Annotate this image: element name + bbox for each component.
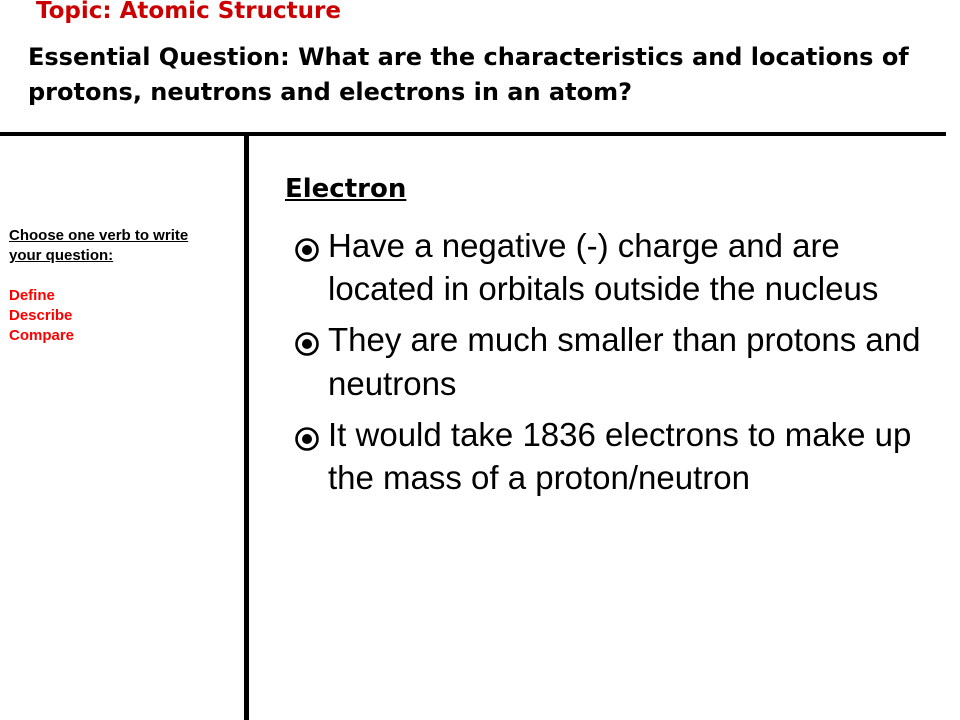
verb-prompt: Choose one verb to write your question: xyxy=(9,227,189,264)
bullet-text: Have a negative (-) charge and are located in orbitals outside the nucleus xyxy=(328,227,879,308)
essential-question: Essential Question: What are the characteristics and locations of protons, neutrons and electrons in an atom? xyxy=(28,43,909,107)
verb-item: Compare xyxy=(9,326,75,344)
bullet-item xyxy=(294,224,934,310)
column-divider xyxy=(244,134,249,720)
bullet-list xyxy=(294,224,934,507)
section-title: Electron xyxy=(285,174,407,204)
bullet-text: It would take 1836 electrons to make up the mass of a proton/neutron xyxy=(328,415,912,497)
verb-item: Define xyxy=(9,286,55,304)
verb-list xyxy=(9,286,219,346)
bullet-text: They are much smaller than protons and neutrons xyxy=(328,321,921,402)
bullet-item xyxy=(294,318,934,404)
target-bullet-icon xyxy=(294,237,320,263)
verb-item: Describe xyxy=(9,306,73,324)
target-bullet-icon xyxy=(294,426,320,452)
bullet-item xyxy=(294,413,934,499)
header-divider xyxy=(0,132,946,136)
topic-heading: Topic: Atomic Structure xyxy=(36,0,341,24)
sidebar xyxy=(9,226,219,346)
target-bullet-icon xyxy=(294,331,320,357)
